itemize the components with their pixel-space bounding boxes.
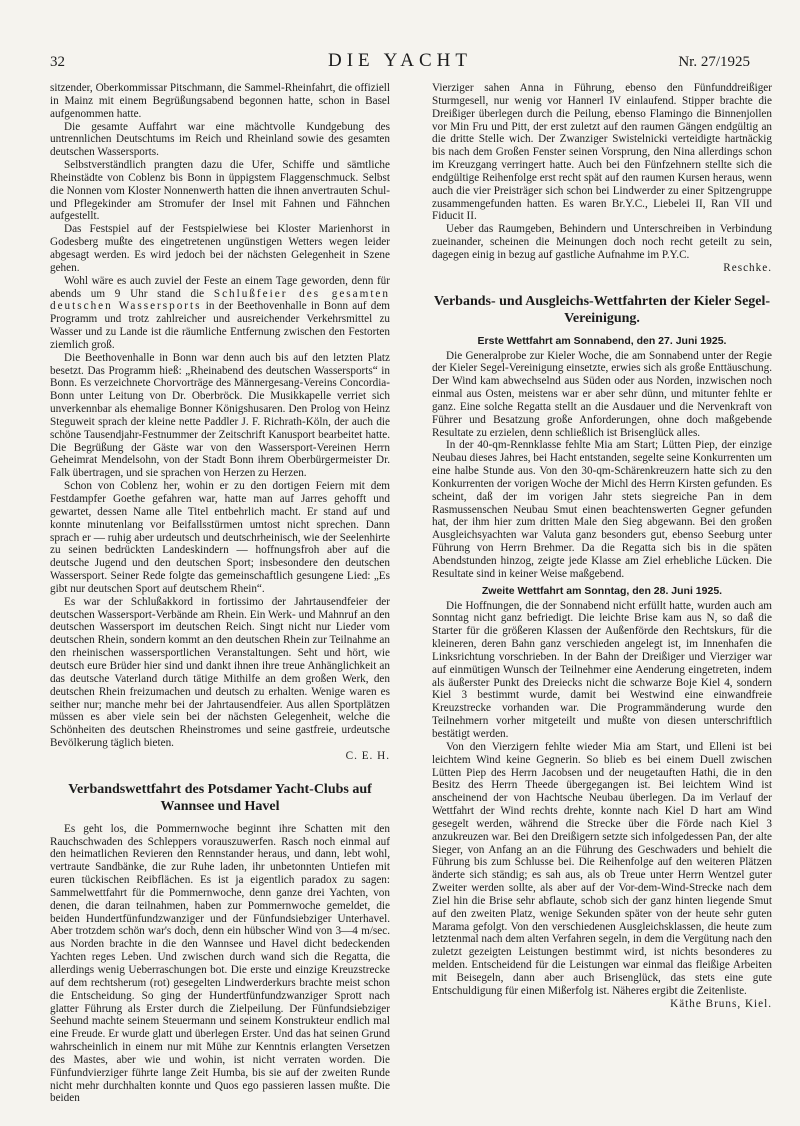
section-subheading: Zweite Wettfahrt am Sonntag, den 28. Juni 1925. bbox=[481, 584, 723, 597]
paragraph: Es war der Schlußakkord in fortissimo der Jahrtausendfeier der deutschen Wassersport-Verbände am Rhein. Ein Werk- und Mahnruf an den deutschen Wassersport im deutschen Reich. Singt nicht nur Lieder vom deutschen Rhein, sondern kommt an den deutschen Rhein zur Teilnahme an den rheinischen wassersportlichen Veranstaltungen. Seht und hört, wie deutsch eure Brüder hier sind und dankt ihnen ihre treue Anhänglichkeit an das deutsche Vaterland durch tätige Mithilfe an dem großen Werk, den deutschen Rhein freizumachen und deutsch zu erhalten. Wenige waren es seither nur; manche mehr bei der Jahrtausendfeier. Aus allen Sportplätzen müssen es aber viele sein bei der nächsten Gelegenheit, welche die Schönheiten des deutschen Rheinstromes und seine gastfreie, urdeutsche Bevölkerung täglich bieten. bbox=[50, 595, 390, 750]
paragraph: Vierziger sahen Anna in Führung, ebenso den Fünfunddreißiger Sturmgesell, nur wenig vor Hannerl IV einlaufend. Stipper brachte die Dreißiger überlegen durch die Peilung, ebenso Flamingo die Binnenjollen vor Min Fru und Pitt, der erst zuletzt auf den raumen Gängen endgültig an die dritte Stelle wich. Der Zwanziger Swistelnicki verteidigte hartnäckig bis nach dem Großen Fenster seinen Vorsprung, den Nina allerdings schon im Kreuzgang verringert hatte. Auch bei den Fünfzehnern stellte sich die endgültige Reihenfolge erst recht spät auf den raumen Kursen heraus, wenn auch die vier Preisträger sich schon bei Lindwerder zu einer Spitzengruppe zusammengefunden hatten. Es waren Br.Y.C., Liebelei II, Ran VII und Fiducit II. bbox=[432, 82, 772, 223]
paragraph: Von den Vierzigern fehlte wieder Mia am Start, und Elleni ist bei leichtem Wind keine Gegnerin. So blieb es bei einem Duell zwischen Lütten Piep des Herrn Jacobsen und der neugetauften Hathi, die in den Besitz des Herrn Theede übergegangen ist. Bei leichtem Wind ist anscheinend der von Hachtsche Neubau überlegen. Da im Verlauf der Wettfahrt der Wind rechts drehte, konnte nach Kiel D hart am Wind gesegelt werden, während die Strecke über die Förde nach Kiel 3 anzukreuzen war. Bei den Dreißigern setzte sich infolgedessen Pan, der alte Sieger, von Anfang an an die Führung des Geschwaders und behielt die Führung bis zum Schlusse bei. Die Reihenfolge auf den weiteren Plätzen änderte sich ständig; es sah aus, als ob Treue unter Herrn Wentzel guter Zweiter werden sollte, als aber auf der Vor-dem-Wind-Strecke nach dem Ziel hin die Brise sehr abflaute, schob sich der ganz hinten liegende Smut auf den zweiten Platz, wenige Sekunden später von der heute sehr guten Marama gefolgt. Von den verschiedenen Ausgleichsklassen, die heute zum letztenmal nach dem alten Verfahren segeln, in dem die Vergütung nach den zuletzt gezeigten Leistungen bestimmt wird, ist nichts besonderes zu melden. Entscheidend für die Leistungen war einmal das fleißige Arbeiten mit Beisegeln, dann aber auch Brisenglück, das stets eine gute Entschuldigung für einen Mißerfolg ist. Näheres ergibt die Zeitenliste. bbox=[432, 740, 772, 997]
page-header bbox=[50, 50, 750, 76]
paragraph: In der 40-qm-Rennklasse fehlte Mia am Start; Lütten Piep, der einzige Neubau dieses Jahres, bei Hacht entstanden, segelte seine Konkurrenten um eine halbe Stunde aus. Von den 30-qm-Schärenkreuzern hatte sich zu den Konkurrenten der vorigen Woche der Michl des Herrn Kirsten gefunden. Es scheint, daß der im vorigen Jahr stets siegreiche Pan in dem Rasmussenschen Neubau Smut einen beachtenswerten Gegner gefunden hat, der ihm hier zum dritten Male den Sieg abgewann. Bei den großen Ausgleichsyachten war Valuta ganz besonders gut, ebenso Seeburg unter Führung von Herrn Brehmer. Da die Regatta sich bis in die späten Abendstunden hinzog, zeigte jede Klasse am Ziel erhebliche Lücken. Die Resultate sind in keiner Weise maßgebend. bbox=[432, 439, 772, 580]
paragraph: Selbstverständlich prangten dazu die Ufer, Schiffe und sämtliche Rheinstädte von Coblenz bis Bonn in üppigstem Flaggenschmuck. Selbst die Nonnen vom Kloster Nonnenwerth hatten die ihnen anvertrauten Schul- und Pflegekinder am Stromufer der Insel mit Fahnen und Fähnchen aufgestellt. bbox=[50, 159, 390, 223]
paragraph: Das Festspiel auf der Festspielwiese bei Kloster Marienhorst in Godesberg mußte des eingetretenen ungünstigen Wetters wegen leider abgesagt werden. Es wird jedoch bei der nächsten Gelegenheit in Szene gehen. bbox=[50, 223, 390, 274]
emphasized-text: Schlußfeier des gesamten deutschen Wassersports bbox=[50, 287, 390, 313]
page-number: 32 bbox=[50, 54, 65, 70]
magazine-title: DIE YACHT bbox=[327, 50, 473, 71]
left-column bbox=[50, 82, 390, 1105]
paragraph: Schon von Coblenz her, wohin er zu den dortigen Feiern mit dem Festdampfer Goethe gefahren war, hatte man auf Jarres gehofft und gewartet, dessen Name alle Titel entbehrlich macht. Er stand auf und konnte minutenlang vor Beifallsstürmen umtost nicht sprechen. Dann sprach er — ruhig aber urdeutsch und deutschrheinisch, wie der Seelenhirte zu seinen bedrückten Landeskindern — hoffnungsfroh aber auf die deutsche Jugend und den deutschen Sport; insbesondere den deutschen Wassersport. Seiner Rede folgte das gemeinschaftlich gesungene Lied: „Es gibt nur deutschen Sport auf deutschem Rhein“. bbox=[50, 480, 390, 595]
paragraph: Die Beethovenhalle in Bonn war denn auch bis auf den letzten Platz besetzt. Das Programm hieß: „Rheinabend des deutschen Wassersports“ in Bonn. Es verzeichnete Chorvorträge des Männergesang-Vereins Concordia-Bonn unter Leitung von Dr. Oberbröck. Die Musikkapelle verriet sich unverkennbar als ehemalige Bonner Königshusaren. Den Prolog von Heinz Steguweit sprach der kleine nette Paddler J. F. Richrath-Köln, der auch die schöne Tausendjahr-Festnummer der Zeitschrift Kanusport bearbeitet hatte. Die Begrüßung der Gäste war von den Wassersport-Vereinen Herrn Geheimrat Mendelsohn, von der Stadt Bonn ihrem Oberbürgermeister Dr. Falk übertragen, und sie sprachen von Herzen zu Herzen. bbox=[50, 351, 390, 480]
paragraph: Wohl wäre es auch zuviel der Feste an einem Tage geworden, denn für abends um 9 Uhr stand die Schlußfeier des gesamten deutschen Wassersports in der Beethovenhalle in Bonn auf dem Programm und trotz zahlreicher und ausreichender Verkehrsmittel zu Wasser und zu Lande ist die räumliche Entfernung zwischen den Festorten ziemlich groß. bbox=[50, 274, 390, 351]
paragraph: sitzender, Oberkommissar Pitschmann, die Sammel-Rheinfahrt, die offiziell in Mainz mit einem Begrüßungsabend begonnen hatte, schon in Basel aufgenommen hatte. bbox=[50, 82, 390, 120]
paragraph: Es geht los, die Pommernwoche beginnt ihre Schatten mit den Rauchschwaden des Schleppers vorauszuwerfen. Rasch noch einmal auf den heimatlichen Revieren den Rennstander heraus, und dann, lebt wohl, vertraute Sandbänke, die zur Ruhe laden, ihr unbetonnten Untiefen mit euren tückischen Reibflächen. Es ist ja eigentlich paradox zu sagen: Sammelwettfahrt für die Pommernwoche, denn ganze drei Yachten, von denen, die daran teilnahmen, haben zur Pommernwoche gemeldet, die beiden Hundertfünfundzwanziger und der Fünfundsiebziger Unterhavel. Aber trotzdem schön war's doch, denn ein hübscher Wind von 3—4 m/sec. aus Norden brachte in die den Wannsee und Havel dicht bedeckenden Yachten reges Leben. Und zwischen durch wand sich die Regatta, die allerdings wenig Ueberraschungen bot. Die erste und einzige Kreuzstrecke auf dem rechtsherum (rot) gesegelten Lindwerderkurs brachte meist schon die Entscheidung. So ging der Hundertfünfundzwanziger Sprott nach glatter Führung als Erster durch die Zielpeilung. Der Fünfundsiebziger Seehund machte seinem Steuermann und seinem Konstrukteur endlich mal eine Freude. Er wurde glatt und überlegen Erster. Und das hat seinen Grund wahrscheinlich in einem nur mit Mühe zur Kenntnis erlangten Versetzen des Mastes, aber wie und wohin, ist nicht verraten worden. Die Fünfundvierziger führte lange Zeit Humba, bis sie auf der zweiten Runde nicht mehr durchhalten konnte und Quos ego passieren lassen mußte. Die beiden bbox=[50, 822, 390, 1105]
right-column bbox=[432, 82, 772, 1011]
article-heading: Verbandswettfahrt des Potsdamer Yacht-Clubs auf Wannsee und Havel bbox=[68, 781, 372, 814]
author-signature: C. E. H. bbox=[345, 749, 390, 762]
article-heading: Verbands- und Ausgleichs-Wettfahrten der Kieler Segel-Vereinigung. bbox=[433, 293, 771, 326]
paragraph: Die gesamte Auffahrt war eine mächtvolle Kundgebung des untrennlichen Deutschtums im Reich und Rheinland sowie des gesamten deutschen Wassersports. bbox=[50, 120, 390, 159]
section-subheading: Erste Wettfahrt am Sonnabend, den 27. Juni 1925. bbox=[477, 334, 727, 347]
author-signature: Reschke. bbox=[723, 261, 772, 274]
paragraph: Die Hoffnungen, die der Sonnabend nicht erfüllt hatte, wurden auch am Sonntag nicht ganz befriedigt. Die leichte Brise kam aus N, so daß die Starter für die größeren Klassen der Außenförde den Rechtskurs, für die kleineren, deren Bahn ganz verschieden angelegt ist, im Innenhafen die Linksrichtung vorschrieben. In der Bahn der Dreißiger und Vierziger war auf einmütigen Wunsch der Teilnehmer eine Aenderung eingetreten, indem als äußerster Punkt des Dreiecks nicht die schwarze Boje Kiel 4, sondern Kiel 3 bestimmt wurde, damit bei Westwind eine einwandfreie Kreuzstrecke vorhanden war. Die Programmänderung wurde den Teilnehmern vorher mitgeteilt und mußte von diesen unterschriftlich bestätigt werden. bbox=[432, 599, 772, 740]
author-signature: Käthe Bruns, Kiel. bbox=[670, 997, 772, 1010]
issue-number: Nr. 27/1925 bbox=[678, 54, 750, 70]
paragraph: Die Generalprobe zur Kieler Woche, die am Sonnabend unter der Regie der Kieler Segel-Vereinigung einsetzte, erwies sich als große Enttäuschung. Der Wind kam abwechselnd aus Süden oder aus Norden, inzwischen noch einmal aus Osten, meistens war er aber sehr dünn, und mitunter fehlte er ganz. Eine solche Regatta stellt an die Ausdauer und die Nervenkraft von Führer und Besatzung große Anforderungen, ohne doch maßgebende Resultate zu erzielen, denn schließlich ist Brisenglück alles. bbox=[432, 349, 772, 439]
paragraph: Ueber das Raumgeben, Behindern und Unterschreiben in Verbindung zueinander, scheinen die Meinungen doch noch recht geteilt zu sein, dagegen einig in bezug auf gastliche Aufnahme im P.Y.C. bbox=[432, 223, 772, 261]
